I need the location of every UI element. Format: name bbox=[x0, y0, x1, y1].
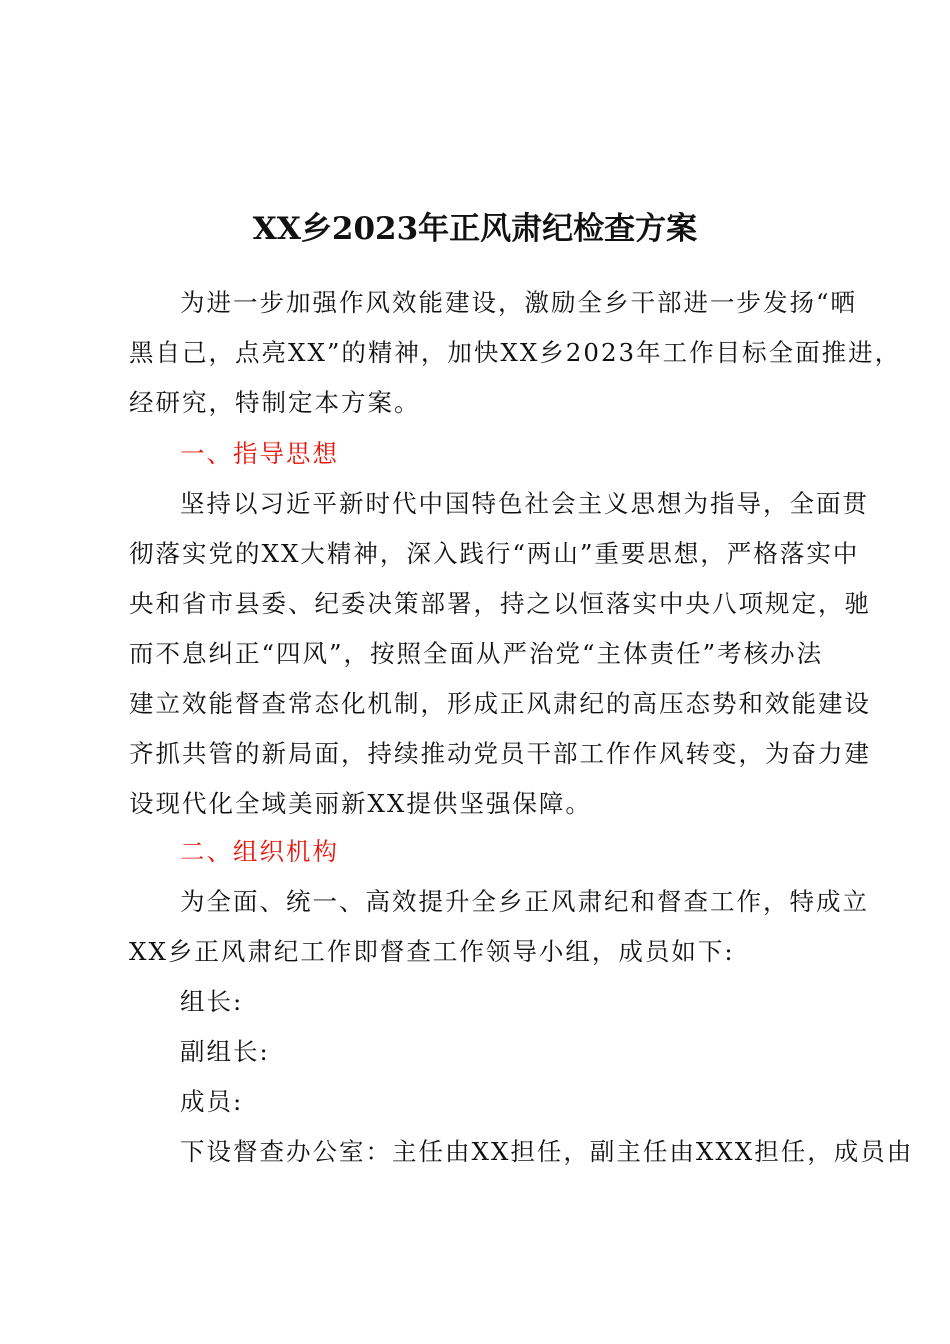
intro-paragraph bbox=[129, 278, 902, 428]
intro-line: 黑自己，点亮XX”的精神，加快XX乡2023年工作目标全面推进， bbox=[129, 338, 902, 367]
section1-line: 齐抓共管的新局面，持续推动党员干部工作作风转变，为奋力建 bbox=[129, 739, 871, 768]
section1-paragraph bbox=[129, 479, 871, 829]
section1-line: 建立效能督查常态化机制，形成正风肃纪的高压态势和效能建设 bbox=[129, 689, 871, 718]
section-heading-organization bbox=[129, 827, 845, 877]
section1-heading: 一、指导思想 bbox=[180, 439, 339, 468]
section1-line: 设现代化全域美丽新XX提供坚强保障。 bbox=[129, 789, 592, 818]
section1-line: 坚持以习近平新时代中国特色社会主义思想为指导，全面贯 bbox=[180, 489, 869, 518]
intro-line: 为进一步加强作风效能建设，激励全乡干部进一步发扬“晒 bbox=[180, 288, 858, 317]
office-line: 下设督查办公室：主任由XX担任，副主任由XXX担任，成员由 bbox=[180, 1137, 914, 1166]
section2-line: XX乡正风肃纪工作即督查工作领导小组，成员如下: bbox=[129, 937, 735, 966]
section1-line: 央和省市县委、纪委决策部署，持之以恒落实中央八项规定，驰 bbox=[129, 589, 871, 618]
document-title: XX乡2023年正风肃纪检查方案 bbox=[252, 211, 698, 247]
section2-heading: 二、组织机构 bbox=[180, 837, 339, 866]
intro-line: 经研究，特制定本方案。 bbox=[129, 388, 421, 417]
section2-paragraph bbox=[129, 877, 914, 1177]
section1-line: 彻落实党的XX大精神，深入践行“两山”重要思想，严格落实中 bbox=[129, 539, 860, 568]
section2-line: 为全面、统一、高效提升全乡正风肃纪和督查工作，特成立 bbox=[180, 887, 869, 916]
section-heading-guiding-ideology bbox=[129, 429, 845, 479]
member-role-deputy: 副组长: bbox=[180, 1037, 270, 1066]
member-role-leader: 组长: bbox=[180, 987, 244, 1016]
member-role-members: 成员: bbox=[180, 1087, 244, 1116]
section1-line: 而不息纠正“四风”，按照全面从严治党“主体责任”考核办法 bbox=[129, 639, 824, 668]
